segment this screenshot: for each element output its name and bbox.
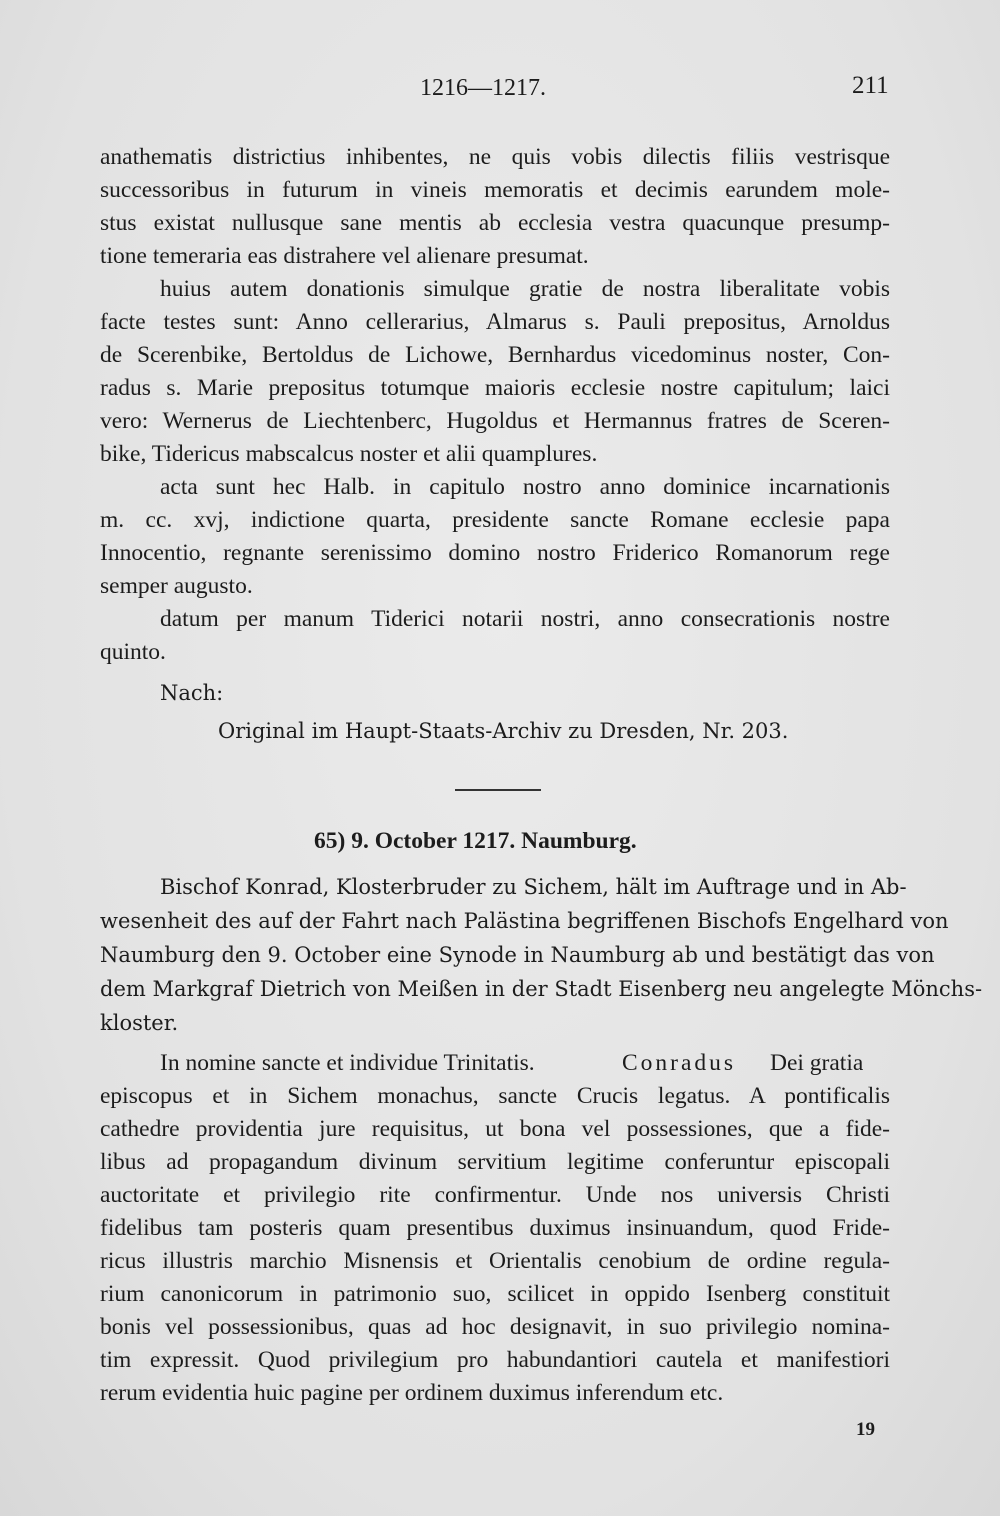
text-line: tim expressit. Quod privilegium pro habundantiori cautela et manifestiori (100, 1347, 890, 1373)
text-line: vero: Wernerus de Liechtenberc, Hugoldus et Hermannus fratres de Sceren- (100, 408, 890, 434)
text-line: huius autem donationis simulque gratie de nostra liberalitate vobis (160, 276, 890, 302)
text-line: quinto. (100, 639, 166, 665)
text-line: auctoritate et privilegio rite confirmentur. Unde nos universis Christi (100, 1182, 890, 1208)
regest-line: wesenheit des auf der Fahrt nach Palästina begriffenen Bischofs Engelhard von (100, 909, 949, 933)
text-line: rium canonicorum in patrimonio suo, scilicet in oppido Isenberg constituit (100, 1281, 890, 1307)
text-line: radus s. Marie prepositus totumque maioris ecclesie nostre capitulum; laici (100, 375, 890, 401)
source-label: Nach: (160, 681, 224, 705)
text-line: episcopus et in Sichem monachus, sancte Crucis legatus. A pontificalis (100, 1083, 890, 1109)
text-line: m. cc. xvj, indictione quarta, presidente sancte Romane ecclesie papa (100, 507, 890, 533)
signature-mark: 19 (856, 1419, 875, 1440)
page-number: 211 (852, 72, 889, 99)
regest-line: Bischof Konrad, Klosterbruder zu Sichem, hält im Auftrage und in Ab- (160, 875, 907, 899)
text-line: Innocentio, regnante serenissimo domino nostro Friderico Romanorum rege (100, 540, 890, 566)
text-line: fidelibus tam posteris quam presentibus duximus insinuandum, quod Fride- (100, 1215, 890, 1241)
text-line: semper augusto. (100, 573, 253, 599)
text-line: stus existat nullusque sane mentis ab ecclesia vestra quacunque presump- (100, 210, 890, 236)
text-line: bonis vel possessionibus, quas ad hoc designavit, in suo privilegio nomina- (100, 1314, 890, 1340)
text-line: libus ad propagandum divinum servitium legitime conferuntur episcopali (100, 1149, 890, 1175)
text-line: datum per manum Tiderici notarii nostri, anno consecrationis nostre (160, 606, 890, 632)
source-citation: Original im Haupt-Staats-Archiv zu Dresden, Nr. 203. (218, 719, 789, 743)
running-head-years: 1216—1217. (420, 75, 546, 101)
text-line: ricus illustris marchio Misnensis et Orientalis cenobium de ordine regula- (100, 1248, 890, 1274)
text-line: acta sunt hec Halb. in capitulo nostro anno dominice incarnationis (160, 474, 890, 500)
text-line: de Scerenbike, Bertoldus de Lichowe, Bernhardus vicedominus noster, Con- (100, 342, 890, 368)
text-line-spaced-name: Conradus (622, 1050, 737, 1076)
text-line: cathedre providentia jure requisitus, ut bona vel possessiones, que a fide- (100, 1116, 890, 1142)
text-line: rerum evidentia huic pagine per ordinem duximus inferendum etc. (100, 1380, 724, 1406)
text-line: facte testes sunt: Anno cellerarius, Almarus s. Pauli prepositus, Arnoldus (100, 309, 890, 335)
text-line: anathematis districtius inhibentes, ne quis vobis dilectis filiis vestrisque (100, 144, 890, 170)
text-line: In nomine sancte et individue Trinitatis. (160, 1050, 535, 1076)
regest-line: Naumburg den 9. October eine Synode in Naumburg ab und bestätigt das von (100, 943, 935, 967)
text-line: successoribus in futurum in vineis memoratis et decimis earundem mole- (100, 177, 890, 203)
text-line: bike, Tidericus mabscalcus noster et alii quamplures. (100, 441, 598, 467)
document-heading: 65) 9. October 1217. Naumburg. (314, 828, 637, 854)
regest-line: dem Markgraf Dietrich von Meißen in der Stadt Eisenberg neu angelegte Mönchs- (100, 977, 983, 1001)
text-line: tione temeraria eas distrahere vel alienare presumat. (100, 243, 589, 269)
text-line: Dei gratia (770, 1050, 864, 1076)
section-divider (455, 789, 541, 791)
regest-line: kloster. (100, 1011, 179, 1035)
